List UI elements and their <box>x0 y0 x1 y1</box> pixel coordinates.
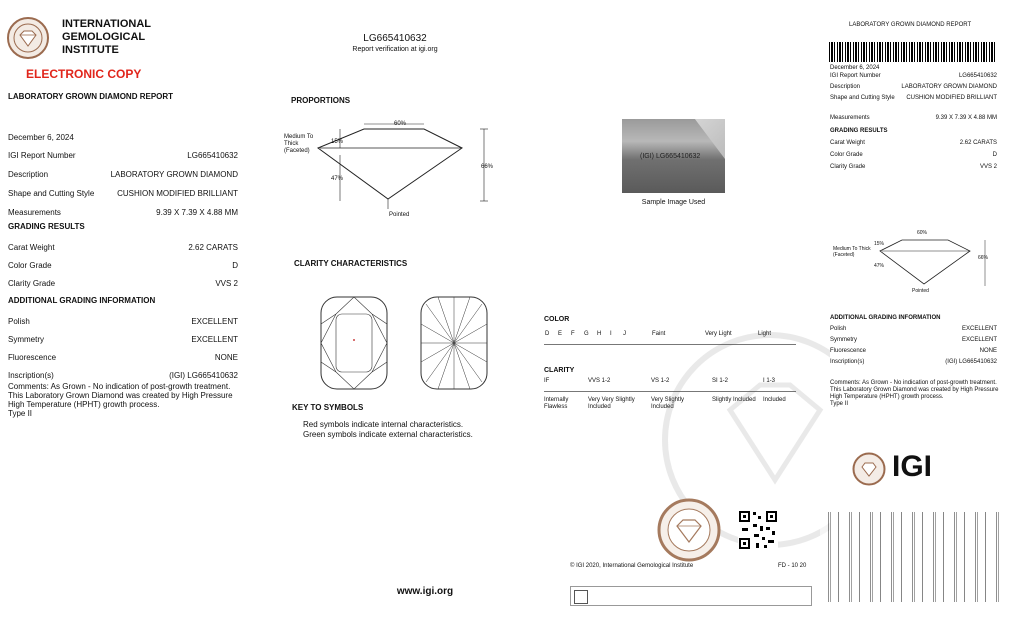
stub-additional-row <box>830 359 997 368</box>
clarity-grade-desc: Slightly Included <box>712 397 756 403</box>
additional-row <box>8 353 238 365</box>
stub-pavilion-percent: 47% <box>874 263 885 269</box>
grading-results-title: GRADING RESULTS <box>8 222 85 231</box>
stub-additional-value: (IGI) LG665410632 <box>945 359 997 365</box>
stub-grading-title: GRADING RESULTS <box>830 128 888 134</box>
electronic-copy-label: ELECTRONIC COPY <box>26 67 142 81</box>
stub-culet-label: Pointed <box>912 288 929 294</box>
stub-report-row <box>830 73 997 82</box>
color-grade: J <box>623 331 626 337</box>
org-name <box>62 18 151 57</box>
stub-report-label: Measurements <box>830 115 870 121</box>
report-verify-text: Report verification at igi.org <box>352 46 438 53</box>
color-grade: H <box>597 331 602 337</box>
stub-additional-value: EXCELLENT <box>961 337 997 343</box>
report-title: LABORATORY GROWN DIAMOND REPORT <box>8 92 174 101</box>
stub-table-percent: 60% <box>917 230 928 236</box>
report-value: LABORATORY GROWN DIAMOND <box>110 170 238 179</box>
clarity-grade-desc: Internally Flawless <box>544 397 569 410</box>
additional-value: EXCELLENT <box>191 335 238 344</box>
report-label: IGI Report Number <box>8 151 76 160</box>
clarity-grade: SI 1-2 <box>712 378 729 384</box>
org-name-line2: GEMOLOGICAL <box>62 31 146 43</box>
additional-value: NONE <box>214 353 238 362</box>
color-grade: D <box>545 331 550 337</box>
igi-brand-text: IGI <box>892 450 933 483</box>
additional-value: (IGI) LG665410632 <box>169 371 238 380</box>
clarity-grade-desc: Included <box>763 397 786 403</box>
org-name-line3: INSTITUTE <box>62 44 119 56</box>
stub-report-value: 9.39 X 7.39 X 4.88 MM <box>935 115 997 121</box>
clarity-plot-pavilion <box>418 294 490 397</box>
comments-text: Comments: As Grown - No indication of post-growth treatment. <box>8 382 231 391</box>
key-to-symbols-title: KEY TO SYMBOLS <box>292 403 364 412</box>
color-faint: Faint <box>652 331 666 337</box>
stub-comments-block <box>830 380 1000 408</box>
stub-grading-value: D <box>992 152 997 158</box>
additional-label: Polish <box>8 317 30 326</box>
sample-inscription: (IGI) LG665410632 <box>640 153 701 160</box>
grading-label: Carat Weight <box>8 243 55 252</box>
stub-grading-label: Clarity Grade <box>830 164 866 170</box>
clarity-grade: I 1-3 <box>763 378 776 384</box>
clarity-characteristics-title: CLARITY CHARACTERISTICS <box>294 259 408 268</box>
stub-date: December 6, 2024 <box>830 65 880 71</box>
stub-grading-label: Carat Weight <box>830 140 865 146</box>
stub-report-label: Description <box>830 84 861 90</box>
key-green-text: Green symbols indicate external characteristics. <box>303 430 473 439</box>
stub-crown-percent: 15% <box>874 241 885 247</box>
qr-code[interactable] <box>738 510 778 555</box>
report-row <box>8 170 238 182</box>
additional-label: Symmetry <box>8 335 44 344</box>
security-icon <box>574 590 588 604</box>
stub-additional-row <box>830 337 997 346</box>
stub-grading-value: VVS 2 <box>979 164 997 170</box>
stub-comments-hpht: This Laboratory Grown Diamond was created by High Pressure High Temperature (HPHT) growth process. <box>830 387 999 400</box>
additional-label: Fluorescence <box>8 353 57 362</box>
sample-caption: Sample Image Used <box>641 199 706 206</box>
stub-additional-label: Symmetry <box>830 337 857 343</box>
stub-title: LABORATORY GROWN DIAMOND REPORT <box>849 22 972 28</box>
depth-percent: 66% <box>481 164 494 170</box>
stub-depth-percent: 66% <box>978 255 989 261</box>
color-very-light: Very Light <box>705 331 732 337</box>
comments-block <box>8 382 248 418</box>
stub-grading-row <box>830 152 997 161</box>
org-name-line1: INTERNATIONAL <box>62 18 152 30</box>
clarity-grade: IF <box>544 378 550 384</box>
igi-bottom-seal <box>657 498 721 567</box>
clarity-grade: VVS 1-2 <box>588 378 611 384</box>
stub-report-value: CUSHION MODIFIED BRILLIANT <box>906 95 997 101</box>
stub-additional-row <box>830 348 997 357</box>
stub-rotated-summary <box>820 512 1000 602</box>
grading-value: VVS 2 <box>215 279 238 288</box>
additional-value: EXCELLENT <box>191 317 238 326</box>
crown-percent: 15% <box>331 139 344 145</box>
igi-url[interactable]: www.igi.org <box>396 586 454 597</box>
report-row <box>8 189 238 201</box>
clarity-grade-desc: Very Slightly Included <box>651 397 685 410</box>
color-grade: F <box>571 331 575 337</box>
comments-hpht: This Laboratory Grown Diamond was created by High Pressure High Temperature (HPHT) growth process. <box>8 391 233 409</box>
security-strip <box>570 586 812 606</box>
clarity-scale-title: CLARITY <box>544 367 575 374</box>
stub-report-value: LG665410632 <box>958 73 997 79</box>
stub-report-row <box>830 95 997 104</box>
pavilion-percent: 47% <box>331 176 344 182</box>
table-percent: 60% <box>393 121 406 127</box>
grading-value: D <box>232 261 238 270</box>
stub-grading-value: 2.62 CARATS <box>959 140 997 146</box>
stub-grading-label: Color Grade <box>830 152 863 158</box>
culet-label: Pointed <box>389 212 410 218</box>
stub-additional-row <box>830 326 997 335</box>
stub-grading-row <box>830 140 997 149</box>
color-grade: G <box>584 331 589 337</box>
stub-additional-title: ADDITIONAL GRADING INFORMATION <box>830 315 941 321</box>
clarity-grade-desc: Very Very Slightly Included <box>588 397 635 410</box>
form-number: FD - 10 20 <box>778 563 807 569</box>
proportions-title: PROPORTIONS <box>291 96 351 105</box>
clarity-grade: VS 1-2 <box>651 378 670 384</box>
girdle-label: Medium To Thick (Faceted) <box>284 134 314 154</box>
report-date: December 6, 2024 <box>8 133 74 142</box>
sample-image <box>622 119 725 193</box>
igi-brand-seal <box>852 452 886 491</box>
stub-report-value: LABORATORY GROWN DIAMOND <box>901 84 997 90</box>
report-value: CUSHION MODIFIED BRILLIANT <box>117 189 238 198</box>
stub-additional-label: Polish <box>830 326 847 332</box>
additional-row <box>8 335 238 347</box>
grading-row <box>8 261 238 273</box>
stub-report-label: Shape and Cutting Style <box>830 95 895 101</box>
stub-additional-label: Fluorescence <box>830 348 867 354</box>
report-label: Description <box>8 170 49 179</box>
grading-row <box>8 243 238 255</box>
barcode <box>829 42 997 62</box>
color-light: Light <box>758 331 772 337</box>
grading-value: 2.62 CARATS <box>188 243 238 252</box>
grading-row <box>8 279 238 291</box>
additional-info-title: ADDITIONAL GRADING INFORMATION <box>8 296 156 305</box>
stub-grading-row <box>830 164 997 173</box>
report-value: 9.39 X 7.39 X 4.88 MM <box>156 208 238 217</box>
report-row <box>8 208 238 220</box>
report-row <box>8 151 238 163</box>
additional-label: Inscription(s) <box>8 371 54 380</box>
report-number-header: LG665410632 <box>363 33 427 44</box>
report-label: Measurements <box>8 208 61 217</box>
igi-seal-logo <box>6 16 50 65</box>
stub-additional-label: Inscription(s) <box>830 359 865 365</box>
stub-additional-value: EXCELLENT <box>961 326 997 332</box>
stub-comments-type: Type II <box>830 401 849 407</box>
color-scale-title: COLOR <box>544 316 570 323</box>
stub-girdle-label: Medium To Thick (Faceted) <box>833 246 871 258</box>
color-grade: I <box>610 331 612 337</box>
grading-label: Color Grade <box>8 261 52 270</box>
report-label: Shape and Cutting Style <box>8 189 95 198</box>
grading-label: Clarity Grade <box>8 279 56 288</box>
report-value: LG665410632 <box>187 151 238 160</box>
stub-report-row <box>830 84 997 93</box>
copyright-text: © IGI 2020, International Gemological Institute <box>570 563 694 569</box>
stub-additional-value: NONE <box>979 348 997 354</box>
additional-row <box>8 317 238 329</box>
stub-report-label: IGI Report Number <box>830 73 881 79</box>
comments-type: Type II <box>8 409 33 418</box>
clarity-plot-crown <box>318 294 390 397</box>
stub-report-row <box>830 115 997 124</box>
stub-comments-text: Comments: As Grown - No indication of post-growth treatment. <box>830 380 997 386</box>
color-grade: E <box>558 331 563 337</box>
key-red-text: Red symbols indicate internal characteristics. <box>303 420 464 429</box>
